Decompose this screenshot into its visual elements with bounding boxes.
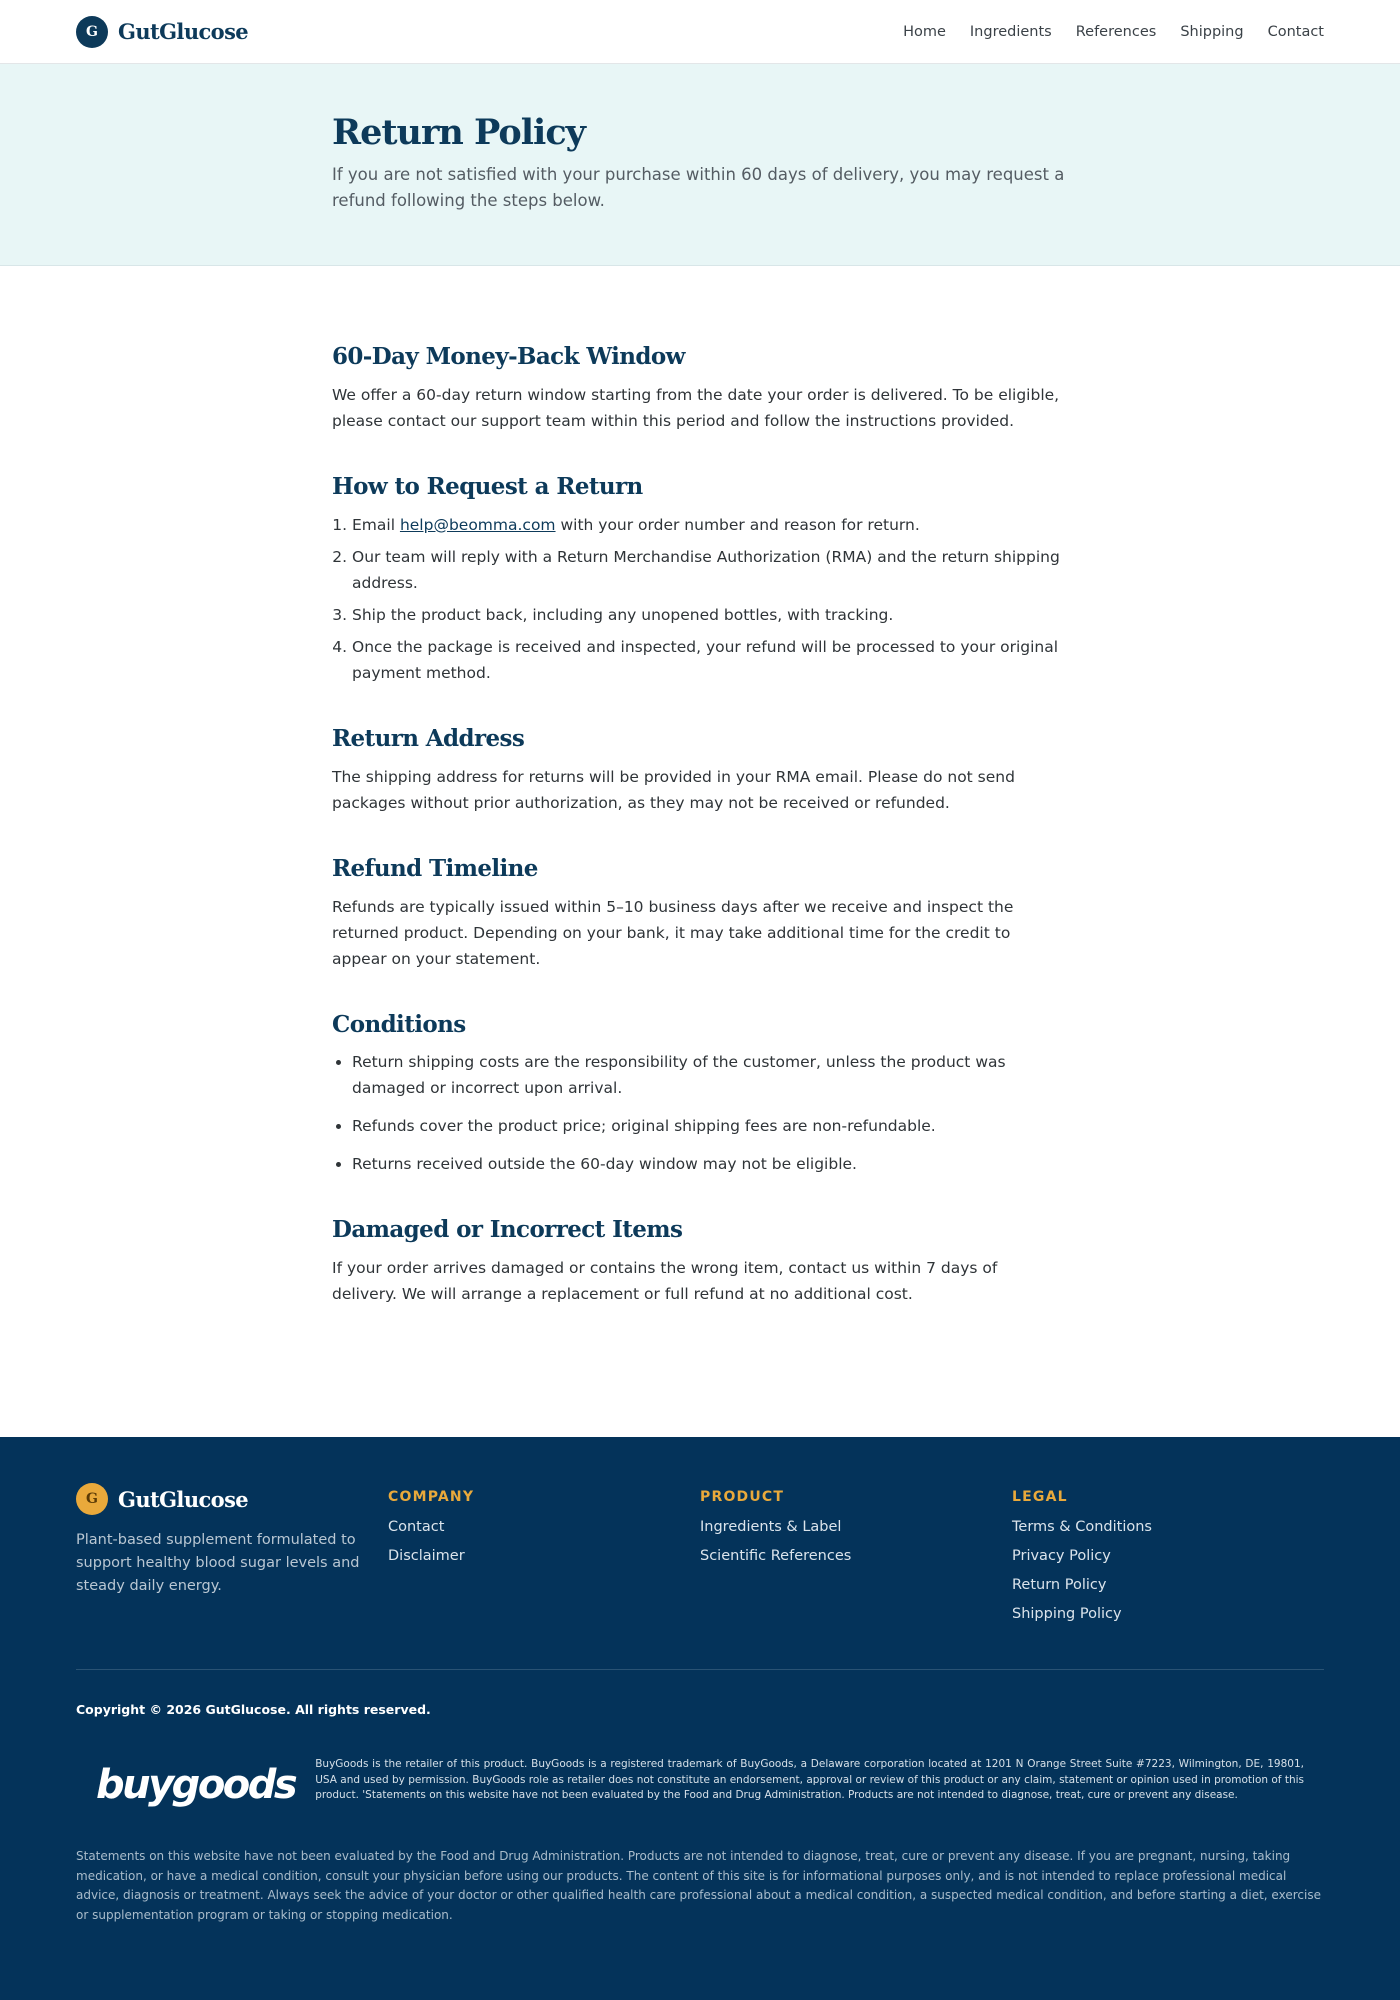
site-footer [0,1437,1400,2000]
footer-brand-column [76,1483,388,1635]
section-return-address [332,724,1067,816]
section-refund-timeline [332,854,1067,972]
support-email-link[interactable]: help@beomma.com [399,515,556,534]
main-nav [903,24,1324,40]
hero-banner [0,64,1400,266]
retailer-text: BuyGoods is the retailer of this product. BuyGoods is a registered trademark of BuyGoods, a Delaware corporation located at 1201 N Orange Street Suite #7223, Wilmington, DE, 19801, USA and used by permission. BuyGoods role as retailer does not constitute an endorsement, approval or review of this product or any claim, statement or opinion used in promotion of this product. 'Statements on this website have not been evaluated by the Food and Drug Administration. Products are not intended to diagnose, treat, cure or prevent any disease. [315,1758,1304,1801]
footer-link-return-policy[interactable]: Return Policy [1012,1577,1107,1593]
condition-item: • Returns received outside the 60-day window may not be eligible. [352,1151,1067,1177]
footer-product-column [700,1483,1012,1635]
return-step: 4. Once the package is received and inspected, your refund will be processed to your original payment method. [352,634,1067,686]
footer-link-contact[interactable]: Contact [388,1519,445,1535]
footer-brand-name: GutGlucose [118,1486,249,1512]
buygoods-logo: buygoods [96,1762,296,1808]
section-heading: Damaged or Incorrect Items [332,1216,683,1244]
section-heading: Refund Timeline [332,854,538,882]
conditions-list [332,1049,1067,1177]
footer-brand-logo[interactable] [76,1483,388,1515]
main-content [0,266,1400,1437]
footer-link-terms[interactable]: Terms & Conditions [1012,1519,1152,1535]
page-subtitle: If you are not satisfied with your purchase within 60 days of delivery, you may request a refund following the steps below. [332,165,1065,210]
brand-name: GutGlucose [118,19,249,44]
section-how-to-request [332,472,1067,686]
nav-contact-link[interactable]: Contact [1267,23,1324,40]
section-heading: Conditions [332,1010,466,1038]
section-damaged-items [332,1215,1067,1307]
footer-description: Plant-based supplement formulated to support healthy blood sugar levels and steady daily energy. [76,1532,360,1594]
footer-company-column [388,1483,700,1635]
section-body: Refunds are typically issued within 5–10 business days after we receive and inspect the returned product. Depending on your bank, it may take additional time for the credit to appear on your statement. [332,897,1014,968]
section-heading: How to Request a Return [332,472,643,500]
step-text: Email [352,515,400,534]
footer-divider [76,1669,1324,1670]
footer-heading: PRODUCT [700,1489,785,1505]
footer-link-privacy[interactable]: Privacy Policy [1012,1548,1111,1564]
nav-ingredients-link[interactable]: Ingredients [969,23,1052,40]
condition-item: • Return shipping costs are the responsibility of the customer, unless the product was damaged or incorrect upon arrival. [352,1049,1067,1101]
section-body: We offer a 60-day return window starting from the date your order is delivered. To be eligible, please contact our support team within this period and follow the instructions provided. [332,385,1060,430]
footer-heading: LEGAL [1012,1489,1068,1505]
copyright-text: Copyright © 2026 GutGlucose. All rights reserved. [76,1702,431,1717]
section-heading: 60-Day Money-Back Window [332,343,685,370]
footer-link-shipping-policy[interactable]: Shipping Policy [1012,1606,1122,1622]
nav-references-link[interactable]: References [1075,23,1157,40]
section-conditions [332,1010,1067,1178]
section-body: If your order arrives damaged or contains the wrong item, contact us within 7 days of delivery. We will arrange a replacement or full refund at no additional cost. [332,1259,998,1304]
site-header [0,0,1400,64]
section-heading: Return Address [332,724,525,752]
step-text: with your order number and reason for return. [555,515,920,534]
return-step: 3. Ship the product back, including any unopened bottles, with tracking. [352,602,1067,628]
brand-mark-icon: G [76,1483,108,1515]
footer-legal-column [1012,1483,1324,1635]
brand-mark-icon: G [76,16,108,48]
nav-shipping-link[interactable]: Shipping [1180,23,1244,40]
return-step [352,512,1067,538]
fda-disclaimer: Statements on this website have not been evaluated by the Food and Drug Administration. Products are not intended to diagnose, treat, cure or prevent any disease. If you are pregnant, nursing, taking medication, or have a medical condition, consult your physician before using our products. The content of this site is for informational purposes only, and is not intended to replace professional medical advice, diagnosis or treatment. Always seek the advice of your doctor or other qualified health care professional about a medical condition, a suspected medical condition, and before starting a diet, exercise or supplementation program or taking or stopping medication. [76,1849,1321,1922]
return-step: 2. Our team will reply with a Return Merchandise Authorization (RMA) and the return shipping address. [352,544,1067,596]
footer-link-references[interactable]: Scientific References [700,1548,852,1564]
footer-heading: COMPANY [388,1489,475,1505]
return-steps-list [332,512,1067,686]
footer-link-ingredients[interactable]: Ingredients & Label [700,1519,842,1535]
condition-item: • Refunds cover the product price; original shipping fees are non-refundable. [352,1113,1067,1139]
retailer-notice [76,1757,1324,1808]
section-money-back-window [332,342,1067,434]
footer-link-disclaimer[interactable]: Disclaimer [388,1548,465,1564]
nav-home-link[interactable]: Home [903,23,946,40]
section-body: The shipping address for returns will be provided in your RMA email. Please do not send packages without prior authorization, as they may not be received or refunded. [332,767,1015,812]
page-title: Return Policy [332,112,586,153]
brand-logo[interactable] [76,16,248,48]
